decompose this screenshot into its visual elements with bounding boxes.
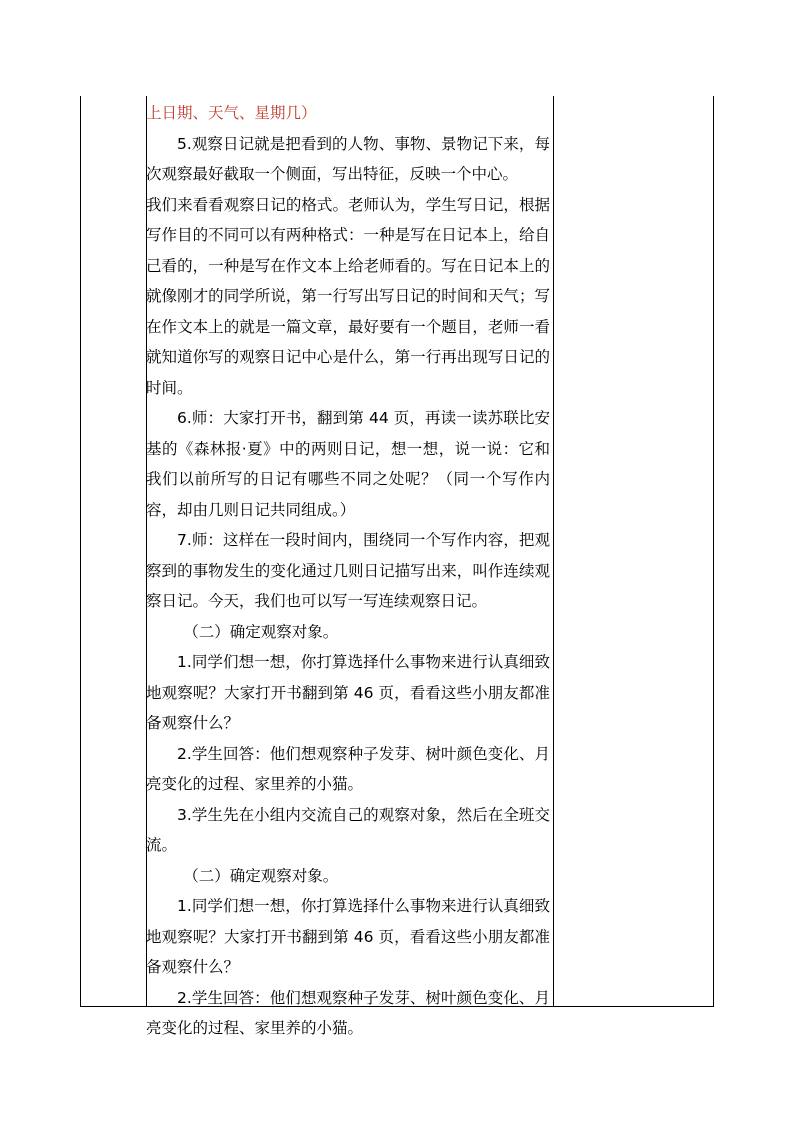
table-border-left — [80, 96, 81, 1007]
section-2-heading: （二）确定观察对象。 — [183, 622, 339, 641]
lesson-content-cell — [146, 98, 550, 1044]
section-2-heading-repeat: （二）确定观察对象。 — [183, 866, 339, 885]
continuation-text: 上日期、天气、星期几） — [146, 104, 317, 122]
section-2-item-1: 1.同学们想一想，你打算选择什么事物来进行认真细致地观察呢？大家打开书翻到第 46 页，看看这些小朋友都准备观察什么？ — [146, 653, 550, 732]
table-border-right — [713, 96, 714, 1007]
section-2-item-2: 2.学生回答：他们想观察种子发芽、树叶颜色变化、月亮变化的过程、家里养的小猫。 — [146, 744, 550, 793]
diary-format-paragraph: 我们来看看观察日记的格式。老师认为，学生写日记，根据写作目的不同可以有两种格式：一种是写在日记本上，给自己看的，一种是写在作文本上给老师看的。写在日记本上的就像刚才的同学所说，第一行写出写日记的时间和天气；写在作文本上的就是一篇文章，最好要有一个题目，老师一看就知道你写的观察日记中心是什么，第一行再出现写日记的时间。 — [146, 195, 550, 397]
section-2-item-3: 3.学生先在小组内交流自己的观察对象，然后在全班交流。 — [146, 805, 550, 854]
section-2-repeat-item-1: 1.同学们想一想，你打算选择什么事物来进行认真细致地观察呢？大家打开书翻到第 46 页，看看这些小朋友都准备观察什么？ — [146, 897, 550, 976]
table-column-divider-2 — [553, 96, 554, 1007]
section-2-repeat-item-2: 2.学生回答：他们想观察种子发芽、树叶颜色变化、月亮变化的过程、家里养的小猫。 — [146, 988, 550, 1037]
item-6-paragraph: 6.师：大家打开书，翻到第 44 页，再读一读苏联比安基的《森林报·夏》中的两则日记，想一想，说一说：它和我们以前所写的日记有哪些不同之处呢？（同一个写作内容，却由几则日记共同组成。） — [146, 409, 550, 519]
item-7-paragraph: 7.师：这样在一段时间内，围绕同一个写作内容，把观察到的事物发生的变化通过几则日记描写出来，叫作连续观察日记。今天，我们也可以写一写连续观察日记。 — [146, 531, 550, 610]
item-5-paragraph: 5.观察日记就是把看到的人物、事物、景物记下来，每次观察最好截取一个侧面，写出特征，反映一个中心。 — [146, 134, 550, 183]
